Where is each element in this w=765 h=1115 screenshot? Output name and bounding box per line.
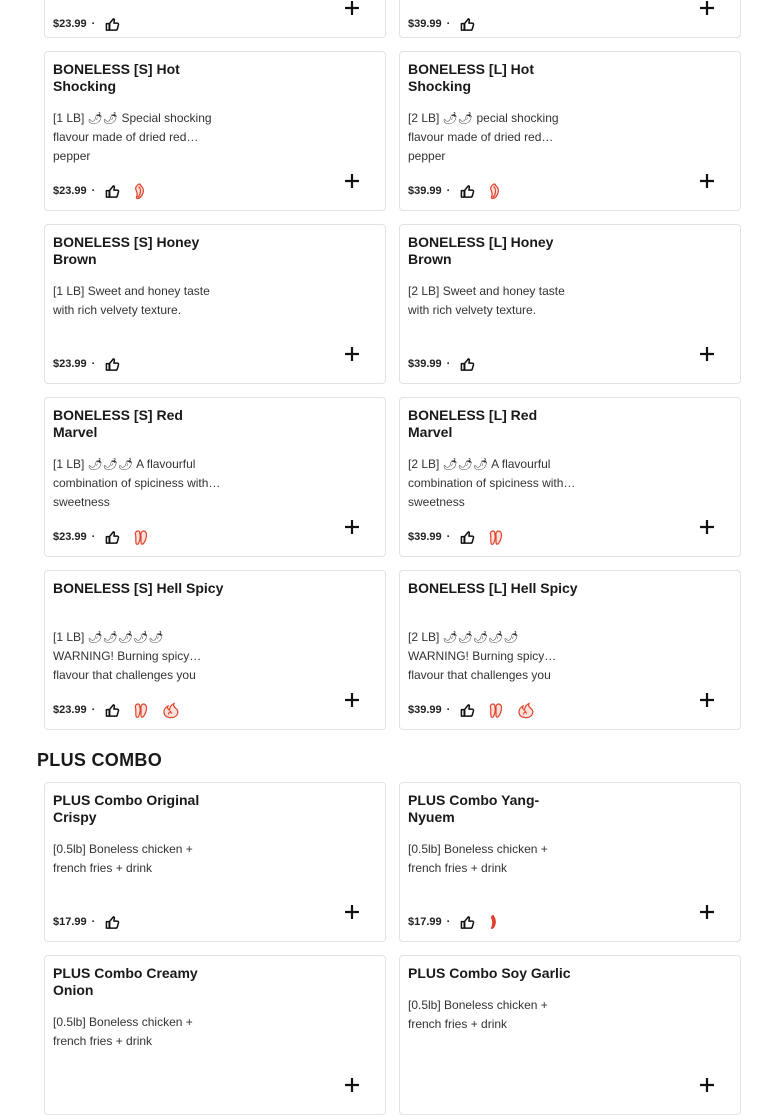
price: $39.99 <box>408 704 442 716</box>
section-title: PLUS COMBO <box>37 750 163 770</box>
item-name: PLUS Combo Creamy Onion <box>53 965 198 998</box>
price-row <box>53 181 152 201</box>
thumbs-up-icon[interactable] <box>105 915 120 930</box>
price: $17.99 <box>408 916 442 928</box>
price: $23.99 <box>53 531 87 543</box>
price-row <box>408 912 507 932</box>
flame-icon <box>516 701 536 719</box>
add-button[interactable] <box>341 901 363 923</box>
price: $17.99 <box>53 916 87 928</box>
item-description: [0.5lb] Boneless chicken + french fries + drink <box>408 998 548 1031</box>
item-description: [1 LB] Sweet and honey taste with rich velvety texture. <box>53 284 210 317</box>
item-description: [1 LB] 🌶🌶🌶🌶🌶 WARNING! Burning spicy flavour that challenges you <box>53 630 196 682</box>
item-name: BONELESS [S] Red Marvel <box>53 407 183 440</box>
thumbs-up-icon[interactable] <box>105 530 120 545</box>
price-row <box>408 181 507 201</box>
price: $39.99 <box>408 358 442 370</box>
price-row <box>408 527 507 547</box>
price-separator: · <box>446 185 451 197</box>
price-separator: · <box>91 704 96 716</box>
price: $23.99 <box>53 358 87 370</box>
double-chili-pepper-icon <box>487 528 507 546</box>
menu-item-card[interactable] <box>399 397 741 557</box>
item-name: PLUS Combo Soy Garlic <box>408 965 571 981</box>
add-button[interactable] <box>696 1074 718 1096</box>
item-name: BONELESS [L] Hell Spicy <box>408 580 578 596</box>
chili-pepper-icon <box>487 182 507 200</box>
add-button[interactable] <box>341 689 363 711</box>
add-button[interactable] <box>341 1074 363 1096</box>
double-chili-pepper-icon <box>132 701 152 719</box>
add-button[interactable] <box>696 901 718 923</box>
price-row <box>53 527 152 547</box>
item-name: BONELESS [L] Red Marvel <box>408 407 538 440</box>
menu-item-card[interactable] <box>399 955 741 1115</box>
thumbs-up-icon[interactable] <box>105 17 120 32</box>
item-description: [0.5lb] Boneless chicken + french fries + drink <box>53 842 193 875</box>
menu-item-card[interactable] <box>399 51 741 211</box>
menu-item-card[interactable] <box>399 570 741 730</box>
price-row <box>53 354 123 374</box>
price-separator: · <box>446 916 451 928</box>
item-name: BONELESS [S] Hell Spicy <box>53 580 224 596</box>
menu-item-card[interactable] <box>44 570 386 730</box>
price-row <box>53 700 181 720</box>
price-row <box>53 912 123 932</box>
menu-item-card[interactable] <box>44 224 386 384</box>
double-chili-pepper-icon <box>487 701 507 719</box>
menu-item-card[interactable] <box>399 224 741 384</box>
menu-item-card[interactable] <box>399 782 741 942</box>
menu-item-card[interactable] <box>44 955 386 1115</box>
chili-pepper-icon <box>487 913 507 931</box>
menu-item-card[interactable] <box>44 51 386 211</box>
price-separator: · <box>446 358 451 370</box>
thumbs-up-icon[interactable] <box>460 703 475 718</box>
price: $23.99 <box>53 18 87 30</box>
add-button[interactable] <box>696 170 718 192</box>
thumbs-up-icon[interactable] <box>460 17 475 32</box>
price-separator: · <box>446 18 451 30</box>
price-row <box>408 700 536 720</box>
price-row <box>408 14 478 34</box>
add-button[interactable] <box>341 516 363 538</box>
price: $39.99 <box>408 531 442 543</box>
double-chili-pepper-icon <box>132 528 152 546</box>
item-name: BONELESS [L] Honey Brown <box>408 234 554 267</box>
add-button[interactable] <box>696 689 718 711</box>
item-name: BONELESS [L] Hot Shocking <box>408 61 534 94</box>
thumbs-up-icon[interactable] <box>460 530 475 545</box>
thumbs-up-icon[interactable] <box>105 184 120 199</box>
item-description: [0.5lb] Boneless chicken + french fries + drink <box>53 1015 193 1048</box>
price-separator: · <box>91 531 96 543</box>
item-description: [2 LB] 🌶🌶🌶 A flavourful combination of spiciness with sweetness <box>408 457 564 509</box>
item-description: [1 LB] 🌶🌶 Special shocking flavour made of dried red pepper <box>53 111 212 163</box>
price-row <box>408 354 478 374</box>
price: $39.99 <box>408 185 442 197</box>
thumbs-up-icon[interactable] <box>460 357 475 372</box>
price-row <box>53 14 123 34</box>
add-button[interactable] <box>341 0 363 19</box>
menu-item-card[interactable] <box>44 782 386 942</box>
item-description: [1 LB] 🌶🌶🌶 A flavourful combination of spiciness with sweetness <box>53 457 209 509</box>
item-description: [2 LB] 🌶🌶🌶🌶🌶 WARNING! Burning spicy flavour that challenges you <box>408 630 551 682</box>
menu-item-card[interactable] <box>44 397 386 557</box>
add-button[interactable] <box>696 343 718 365</box>
thumbs-up-icon[interactable] <box>105 703 120 718</box>
add-button[interactable] <box>341 343 363 365</box>
item-description: [2 LB] Sweet and honey taste with rich velvety texture. <box>408 284 565 317</box>
item-name: PLUS Combo Original Crispy <box>53 792 200 825</box>
thumbs-up-icon[interactable] <box>460 915 475 930</box>
item-description: [2 LB] 🌶🌶 pecial shocking flavour made of dried red pepper <box>408 111 559 163</box>
price: $23.99 <box>53 704 87 716</box>
price-separator: · <box>91 18 96 30</box>
add-button[interactable] <box>696 0 718 19</box>
thumbs-up-icon[interactable] <box>105 357 120 372</box>
item-name: BONELESS [S] Hot Shocking <box>53 61 180 94</box>
flame-icon <box>161 701 181 719</box>
chili-pepper-icon <box>132 182 152 200</box>
price-separator: · <box>91 358 96 370</box>
add-button[interactable] <box>696 516 718 538</box>
price-separator: · <box>91 185 96 197</box>
menu-item-card[interactable] <box>44 0 386 38</box>
thumbs-up-icon[interactable] <box>460 184 475 199</box>
price-separator: · <box>446 531 451 543</box>
price: $23.99 <box>53 185 87 197</box>
price-separator: · <box>91 916 96 928</box>
item-name: PLUS Combo Yang-Nyuem <box>408 792 540 825</box>
menu-item-card[interactable] <box>399 0 741 38</box>
item-description: [0.5lb] Boneless chicken + french fries + drink <box>408 842 548 875</box>
add-button[interactable] <box>341 170 363 192</box>
price: $39.99 <box>408 18 442 30</box>
price-separator: · <box>446 704 451 716</box>
item-name: BONELESS [S] Honey Brown <box>53 234 200 267</box>
